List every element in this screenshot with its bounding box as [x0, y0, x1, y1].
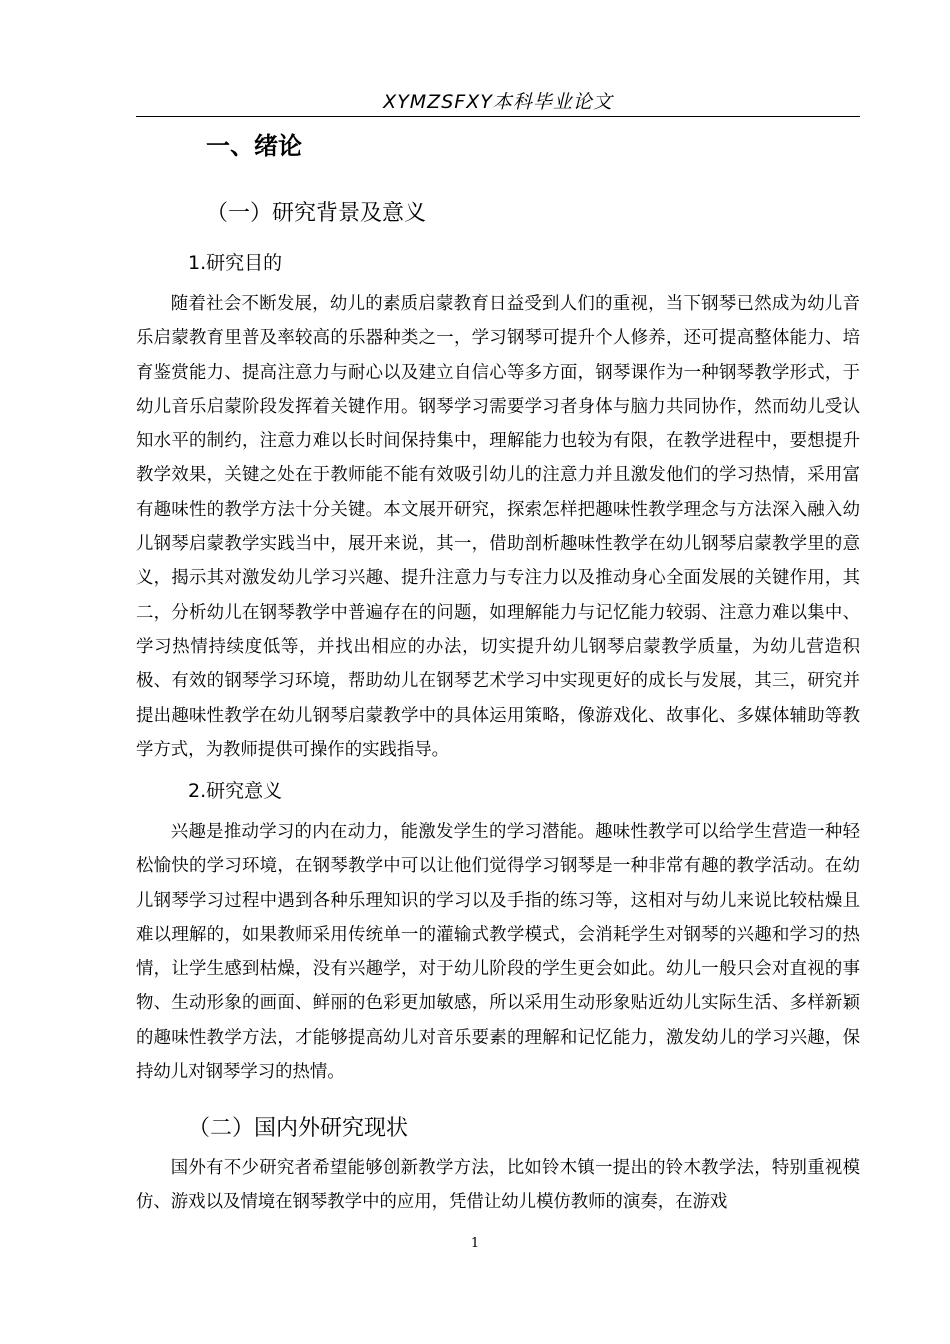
subsection-title-significance: 2.研究意义: [188, 780, 283, 802]
subsection-title-purpose: 1.研究目的: [188, 252, 283, 274]
paragraph-research-status: 国外有不少研究者希望能够创新教学方法，比如铃木镇一提出的铃木教学法，特别重视模仿、游戏以及情境在钢琴教学中的应用，凭借让幼儿模仿教师的演奏，在游戏: [136, 1158, 860, 1213]
running-header: XYMZSFXY本科毕业论文: [136, 88, 860, 117]
chapter-title: 一、绪论: [206, 132, 302, 160]
paragraph-research-significance: 兴趣是推动学习的内在动力，能激发学生的学习潜能。趣味性教学可以给学生营造一种轻松愉快的学习环境，在钢琴教学中可以让他们觉得学习钢琴是一种非常有趣的教学活动。在幼儿钢琴学习过程中遇到各种乐理知识的学习以及手指的练习等，这相对与幼儿来说比较枯燥且难以理解的，如果教师采用传统单一的灌输式教学模式，会消耗学生对钢琴的兴趣和学习的热情，让学生感到枯燥，没有兴趣学，对于幼儿阶段的学生更会如此。幼儿一般只会对直视的事物、生动形象的画面、鲜丽的色彩更加敏感，所以采用生动形象贴近幼儿实际生活、多样新颖的趣味性教学方法，才能够提高幼儿对音乐要素的理解和记忆能力，激发幼儿的学习兴趣，保持幼儿对钢琴学习的热情。: [136, 822, 860, 1083]
paragraph-research-purpose: 随着社会不断发展，幼儿的素质启蒙教育日益受到人们的重视，当下钢琴已然成为幼儿音乐启蒙教育里普及率较高的乐器种类之一，学习钢琴可提升个人修养，还可提高整体能力、培育鉴赏能力、提高注意力与耐心以及建立自信心等多方面，钢琴课作为一种钢琴教学形式，于幼儿音乐启蒙阶段发挥着关键作用。钢琴学习需要学习者身体与脑力共同协作，然而幼儿受认知水平的制约，注意力难以长时间保持集中，理解能力也较为有限，在教学进程中，要想提升教学效果，关键之处在于教师能不能有效吸引幼儿的注意力并且激发他们的学习热情，采用富有趣味性的教学方法十分关键。本文展开研究，探索怎样把趣味性教学理念与方法深入融入幼儿钢琴启蒙教学实践当中，展开来说，其一，借助剖析趣味性教学在幼儿钢琴启蒙教学里的意义，揭示其对激发幼儿学习兴趣、提升注意力与专注力以及推动身心全面发展的关键作用，其二，分析幼儿在钢琴教学中普遍存在的问题，如理解能力与记忆能力较弱、注意力难以集中、学习热情持续度低等，并找出相应的办法，切实提升幼儿钢琴启蒙教学质量，为幼儿营造积极、有效的钢琴学习环境，帮助幼儿在钢琴艺术学习中实现更好的成长与发展，其三，研究并提出趣味性教学在幼儿钢琴启蒙教学中的具体运用策略，像游戏化、故事化、多媒体辅助等教学方式，为教师提供可操作的实践指导。: [136, 294, 860, 760]
section-title-background: （一）研究背景及意义: [206, 201, 427, 226]
section-title-research-status: （二）国内外研究现状: [188, 1116, 409, 1141]
page-number: 1: [470, 1236, 480, 1251]
